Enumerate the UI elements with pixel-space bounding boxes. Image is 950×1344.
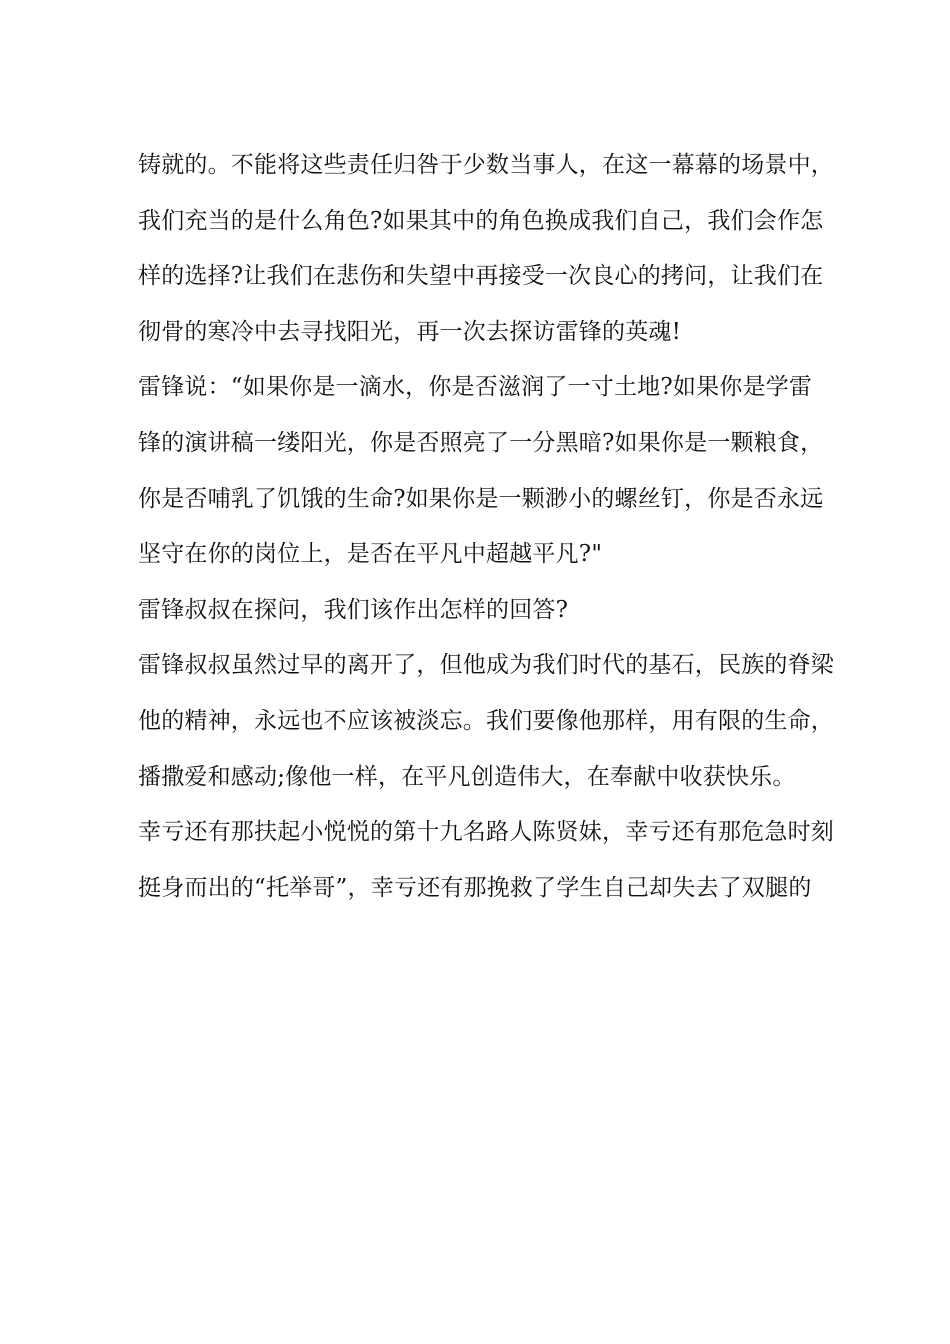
text-line: 铸就的。不能将这些责任归咎于少数当事人，在这一幕幕的场景中， xyxy=(138,152,834,178)
text-line: 雷锋说：“如果你是一滴水，你是否滋润了一寸土地?如果你是学雷 xyxy=(138,374,813,401)
text-line: 坚守在你的岗位上，是否在平凡中超越平凡?" xyxy=(138,541,603,568)
text-line: 样的选择?让我们在悲伤和失望中再接受一次良心的拷问，让我们在 xyxy=(138,263,824,290)
text-line: 他的精神，永远也不应该被淡忘。我们要像他那样，用有限的生命， xyxy=(138,707,834,734)
text-line: 幸亏还有那扶起小悦悦的第十九名路人陈贤妹，幸亏还有那危急时刻 xyxy=(138,819,834,846)
document-body xyxy=(138,142,834,920)
text-line: 你是否哺乳了饥饿的生命?如果你是一颗渺小的螺丝钉，你是否永远 xyxy=(138,485,824,512)
text-line: 锋的演讲稿一缕阳光，你是否照亮了一分黑暗?如果你是一颗粮食， xyxy=(138,429,824,456)
text-line: 我们充当的是什么角色?如果其中的角色换成我们自己，我们会作怎 xyxy=(138,207,824,234)
text-line: 雷锋叔叔虽然过早的离开了，但他成为我们时代的基石，民族的脊梁 xyxy=(138,652,834,679)
text-line: 雷锋叔叔在探问，我们该作出怎样的回答? xyxy=(138,596,569,623)
text-line: 彻骨的寒冷中去寻找阳光，再一次去探访雷锋的英魂! xyxy=(138,318,682,345)
text-line: 挺身而出的“托举哥”，幸亏还有那挽救了学生自己却失去了双腿的 xyxy=(138,874,812,901)
text-line: 播撒爱和感动;像他一样，在平凡创造伟大，在奉献中收获快乐。 xyxy=(138,763,796,790)
